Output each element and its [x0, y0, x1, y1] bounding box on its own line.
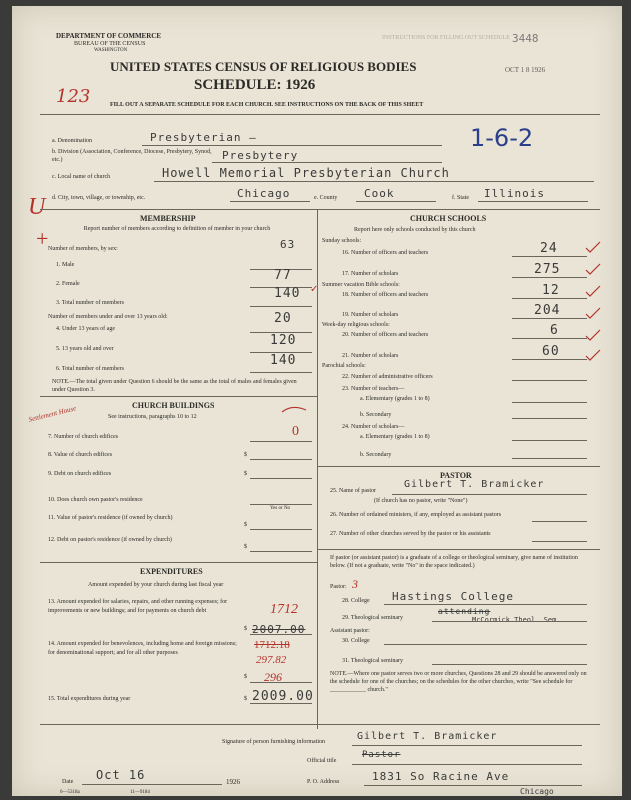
census-schedule-sheet: [12, 6, 622, 796]
q14-value: 1712.18: [254, 639, 290, 651]
weekday-label: Week-day religious schools:: [322, 322, 390, 328]
q31-line: [432, 664, 587, 665]
members-by-sex-label: Number of members, by sex:: [48, 246, 118, 252]
q14-label: 14. Amount expended for benevolences, including home and foreign missions; for denominational support; and for all other purposes: [48, 641, 237, 656]
pastor-sublabel: Pastor:: [330, 584, 347, 590]
city-label: d. City, town, village, or township, etc.: [52, 195, 146, 201]
membership-heading: MEMBERSHIP: [140, 214, 196, 223]
q28-value: Hastings College: [392, 590, 514, 603]
local-name-label: c. Local name of church: [52, 174, 111, 180]
q22-label: 22. Number of administrative officers: [342, 374, 433, 380]
q15-dollar: $: [244, 696, 247, 702]
buildings-underline-mark: [280, 402, 310, 416]
q23a-label: a. Elementary (grades 1 to 8): [360, 396, 430, 402]
total2-line: [250, 372, 312, 373]
signature-line: [352, 745, 582, 746]
pastor-rule: [317, 549, 600, 550]
parochial-label: Parochial schools:: [322, 363, 366, 369]
date-line: [82, 784, 222, 785]
q18-label: 18. Number of officers and teachers: [342, 292, 429, 298]
date-value: Oct 16: [96, 768, 146, 782]
buildings-heading: CHURCH BUILDINGS: [132, 401, 215, 410]
q24b-line: [512, 458, 587, 459]
schools-heading: CHURCH SCHOOLS: [410, 214, 487, 223]
margin-cross-mark: +: [36, 226, 49, 251]
expenditures-heading: EXPENDITURES: [140, 567, 203, 576]
q14-value-3: 296: [264, 670, 282, 684]
q15-label: 15. Total expenditures during year: [48, 696, 131, 702]
total-members-label: 3. Total number of members: [56, 300, 124, 306]
q16-label: 16. Number of officers and teachers: [342, 250, 429, 256]
denomination-value: Presbyterian —: [150, 131, 257, 144]
q27-line: [532, 541, 587, 542]
q24b-label: b. Secondary: [360, 452, 392, 458]
q13-label: 13. Amount expended for salaries, repairs, and other running expenses; for improvements or new buildings; and for payments on church debt: [48, 599, 228, 614]
state-line: [478, 201, 588, 202]
date-year: 1926: [226, 778, 240, 786]
q12-line: [250, 551, 312, 552]
q26-label: 26. Number of ordained ministers, if any, employed as assistant pastors: [330, 512, 502, 518]
over-13-label: 5. 13 years old and over: [56, 346, 114, 352]
graduate-note: If pastor (or assistant pastor) is a graduate of a college or theological seminary, give name of institution below. (If not a graduate, write "No" in the space indicated.): [330, 555, 578, 569]
membership-note: NOTE.—The total given under Question 6 should be the same as the total of males and females given under Question 3.: [52, 379, 297, 393]
city-line: [230, 201, 310, 202]
form-number: 6—5318a: [60, 790, 80, 795]
q8-dollar: $: [244, 452, 247, 458]
q24a-label: a. Elementary (grades 1 to 8): [360, 434, 430, 440]
q11-label: 11. Value of pastor's residence (if owned by church): [48, 515, 173, 521]
q16-line: [512, 256, 587, 257]
bottom-rule: [40, 724, 600, 725]
yes-no-hint: Yes or No: [270, 506, 291, 511]
under-13-label: 4. Under 13 years of age: [56, 326, 115, 332]
q7-label: 7. Number of church edifices: [48, 434, 119, 440]
q21-label: 21. Number of scholars: [342, 353, 399, 359]
q15-value: 2009.00: [252, 689, 314, 704]
q25-line: [392, 494, 587, 495]
expenditures-subheading: Amount expended by your church during last fiscal year: [88, 582, 224, 588]
q19-value: 204: [534, 303, 561, 318]
asst-pastor-label: Assistant pastor:: [330, 628, 370, 634]
county-label: e. County: [314, 195, 338, 201]
official-title-label: Official title: [307, 758, 337, 764]
male-value: 63: [280, 238, 296, 251]
q24-label: 24. Number of scholars—: [342, 424, 405, 430]
date-label: Date: [62, 779, 74, 785]
denomination-label: a. Denomination: [52, 138, 92, 144]
denomination-line: [142, 145, 442, 146]
q26-line: [532, 521, 587, 522]
q20-label: 20. Number of officers and teachers: [342, 332, 429, 338]
q20-value: 6: [550, 323, 559, 338]
q31-label: 31. Theological seminary: [342, 658, 404, 664]
q27-label: 27. Number of other churches served by the pastor or his assistants: [330, 531, 491, 537]
female-value: 77: [274, 268, 292, 283]
handwritten-code: 1-6-2: [470, 124, 534, 152]
schools-subheading: Report here only schools conducted by this church: [354, 227, 476, 233]
q17-label: 17. Number of scholars: [342, 271, 399, 277]
q23a-line: [512, 402, 587, 403]
q14-line: [250, 682, 312, 683]
state-label: f. State: [452, 195, 469, 201]
q20-line: [512, 338, 587, 339]
signature-value: Gilbert T. Bramicker: [357, 731, 498, 742]
q9-label: 9. Debt on church edifices: [48, 471, 112, 477]
q29-line: [432, 621, 587, 622]
q29-label: 29. Theological seminary: [342, 615, 404, 621]
q28-line: [384, 604, 587, 605]
q30-line: [384, 644, 587, 645]
q8-label: 8. Value of church edifices: [48, 452, 113, 458]
q23b-line: [512, 418, 587, 419]
membership-subheading: Report number of members according to definition of member in your church: [83, 226, 271, 232]
check-tick-marks: [582, 238, 612, 458]
county-value: Cook: [364, 187, 395, 200]
pastor-note: NOTE.—Where one pastor serves two or more churches, Questions 28 and 29 should be answered only on the schedule for one of the churches; on the schedules for the other churches, write "See schedule for ____________ church.": [330, 671, 587, 693]
form-title: UNITED STATES CENSUS OF RELIGIOUS BODIES: [110, 59, 417, 74]
margin-letter-mark: U: [28, 194, 46, 220]
q25-note: (If church has no pastor, write "None"): [374, 498, 468, 504]
department-name: DEPARTMENT OF COMMERCE: [56, 32, 162, 40]
address-line: [364, 785, 582, 786]
age-heading: Number of members under and over 13 years old:: [48, 314, 168, 320]
total2-label: 6. Total number of members: [56, 366, 124, 372]
pastor-mark: 3: [352, 577, 358, 591]
q8-line: [250, 459, 312, 460]
q16-value: 24: [540, 241, 558, 256]
q13-value: 2007.00: [252, 623, 306, 636]
q12-label: 12. Debt on pastor's residence (if owned by church): [48, 537, 172, 543]
bureau-city: WASHINGTON: [94, 48, 128, 53]
q19-line: [512, 318, 587, 319]
q9-dollar: $: [244, 471, 247, 477]
stamp-number: 3448: [512, 32, 539, 45]
q21-value: 60: [542, 344, 560, 359]
q13-dollar: $: [244, 626, 247, 632]
pastor-heading: PASTOR: [440, 471, 472, 480]
q10-label: 10. Does church own pastor's residence: [48, 497, 143, 503]
q17-value: 275: [534, 262, 561, 277]
buildings-subheading: See instructions, paragraphs 10 to 12: [108, 414, 197, 420]
city-value: Chicago: [237, 187, 291, 200]
q10-line: [250, 504, 312, 505]
signature-label: Signature of person furnishing information: [222, 739, 325, 745]
q25-value: Gilbert T. Bramicker: [404, 479, 545, 490]
q13-line: [250, 634, 312, 635]
q12-dollar: $: [244, 544, 247, 550]
q19-label: 19. Number of scholars: [342, 312, 399, 318]
female-label: 2. Female: [56, 281, 80, 287]
q29-value-2: McCormick Theol. Sem: [472, 616, 557, 624]
total-members-value: 140: [274, 286, 301, 301]
q28-label: 28. College: [342, 598, 370, 604]
q30-label: 30. College: [342, 638, 370, 644]
q22-line: [512, 380, 587, 381]
division-value: Presbytery: [222, 149, 299, 162]
total2-value: 140: [270, 353, 297, 368]
header-rule: [40, 114, 600, 115]
division-line: [212, 162, 442, 163]
q18-line: [512, 298, 587, 299]
schedule-title: SCHEDULE: 1926: [194, 77, 316, 93]
handwritten-number: 123: [56, 86, 91, 107]
address-city: Chicago: [520, 787, 554, 796]
official-title-value: Pastor: [362, 750, 401, 760]
q23b-label: b. Secondary: [360, 412, 392, 418]
sunday-label: Sunday schools:: [322, 238, 362, 244]
instruction-line: FILL OUT A SEPARATE SCHEDULE FOR EACH CHURCH. SEE INSTRUCTIONS ON THE BACK OF THIS SHEET: [110, 102, 424, 108]
settlement-note: Settlement House: [27, 404, 78, 424]
q23-label: 23. Number of teachers—: [342, 386, 405, 392]
stamp-date: OCT 1 8 1926: [505, 66, 546, 74]
official-title-line: [352, 764, 582, 765]
state-value: Illinois: [484, 187, 545, 200]
local-name-line: [154, 181, 594, 182]
q17-line: [512, 277, 587, 278]
under-13-value: 20: [274, 311, 292, 326]
q11-line: [250, 529, 312, 530]
faint-reverse-text: INSTRUCTIONS FOR FILLING OUT SCHEDULE: [382, 35, 510, 41]
q24a-line: [512, 440, 587, 441]
q13-value-corrected: 1712: [270, 602, 298, 617]
total-members-line: [250, 306, 312, 307]
check-mark: ✓: [310, 284, 319, 295]
q9-line: [250, 478, 312, 479]
q11-dollar: $: [244, 522, 247, 528]
address-value: 1831 So Racine Ave: [372, 770, 510, 783]
print-number: 11—9184: [130, 790, 150, 795]
q15-line: [250, 703, 312, 704]
male-label: 1. Male: [56, 262, 75, 268]
q14-value-2: 297.82: [256, 654, 287, 666]
q25-label: 25. Name of pastor: [330, 488, 376, 494]
q7-value: 0: [292, 424, 299, 439]
over-13-value: 120: [270, 333, 297, 348]
q21-line: [512, 359, 587, 360]
q14-dollar: $: [244, 674, 247, 680]
local-name-value: Howell Memorial Presbyterian Church: [162, 166, 450, 180]
county-line: [356, 201, 436, 202]
division-label: b. Division (Association, Conference, Diocese, Presbytery, Synod, etc.): [52, 149, 212, 163]
q7-line: [250, 441, 312, 442]
buildings-rule: [40, 562, 317, 563]
section-rule: [40, 209, 600, 210]
address-label: P. O. Address: [307, 779, 340, 785]
schools-rule: [317, 466, 600, 467]
summer-label: Summer vacation Bible schools:: [322, 282, 400, 288]
q18-value: 12: [542, 283, 560, 298]
q29-value: attending: [438, 607, 491, 616]
bureau-name: BUREAU OF THE CENSUS: [74, 41, 146, 47]
membership-rule: [40, 396, 317, 397]
